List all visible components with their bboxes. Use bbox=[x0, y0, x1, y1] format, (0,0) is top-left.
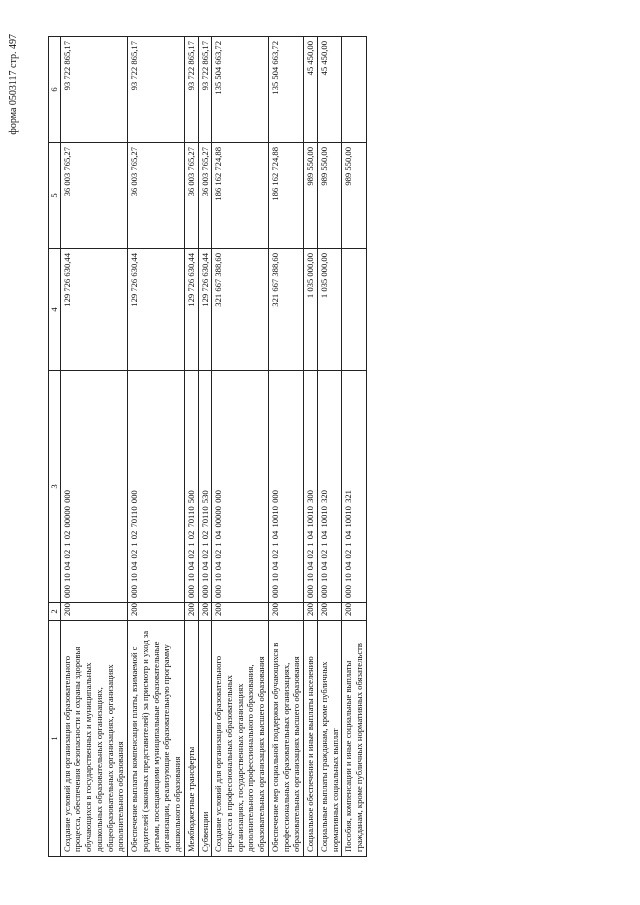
row-approved-amount: 129 726 630,44 bbox=[184, 249, 198, 371]
row-name: Обеспечение выплаты компенсации платы, взимаемой с родителей (законных представителей) за присмотр и уход за детьми, посещающими муниципальные образовательные организации, реализующие образовательную программу дошкольного образования bbox=[128, 621, 185, 857]
row-name: Создание условий для организации образовательного процесса в профессиональных образовательных организациях, государственных организациях дополнительного профессионального образования, образовательных организациях высшего образования bbox=[212, 621, 269, 857]
table-row bbox=[342, 37, 366, 857]
column-header-4: 4 bbox=[49, 249, 61, 371]
column-number-row bbox=[49, 37, 61, 857]
row-approved-amount: 129 726 630,44 bbox=[60, 249, 127, 371]
row-executed-amount: 36 003 765,27 bbox=[60, 143, 127, 249]
row-executed-amount: 36 003 765,27 bbox=[128, 143, 185, 249]
row-budget-code: 000 10 04 02 1 04 10010 300 bbox=[304, 371, 318, 603]
row-budget-code: 000 10 04 02 1 02 70110 000 bbox=[128, 371, 185, 603]
row-approved-amount: 321 667 388,60 bbox=[212, 249, 269, 371]
column-header-2: 2 bbox=[49, 603, 61, 621]
row-name: Социальные выплаты гражданам, кроме публичных нормативных социальных выплат bbox=[317, 621, 341, 857]
row-executed-amount: 989 550,00 bbox=[317, 143, 341, 249]
row-executed-amount: 36 003 765,27 bbox=[184, 143, 198, 249]
column-header-5: 5 bbox=[49, 143, 61, 249]
row-name: Создание условий для организации образовательного процесса, обеспечения безопасности и охраны здоровья обучающихся в государственных и муниципальных дошкольных образовательных организациях, общеобразовательных организациях, организациях дополнительного образования bbox=[60, 621, 127, 857]
column-header-1: 1 bbox=[49, 621, 61, 857]
row-executed-amount: 989 550,00 bbox=[304, 143, 318, 249]
row-unexecuted-amount: 135 504 663,72 bbox=[268, 37, 303, 143]
row-budget-code: 000 10 04 02 1 04 10010 000 bbox=[268, 371, 303, 603]
row-line-code: 200 bbox=[342, 603, 366, 621]
form-label: форма 0503117 стр. 497 bbox=[8, 34, 19, 135]
row-unexecuted-amount: 45 450,00 bbox=[317, 37, 341, 143]
row-executed-amount: 186 162 724,88 bbox=[212, 143, 269, 249]
row-line-code: 200 bbox=[268, 603, 303, 621]
table-row bbox=[60, 37, 127, 857]
row-line-code: 200 bbox=[198, 603, 212, 621]
row-executed-amount: 989 550,00 bbox=[342, 143, 366, 249]
table-row bbox=[212, 37, 269, 857]
row-unexecuted-amount: 93 722 865,17 bbox=[198, 37, 212, 143]
row-name: Субвенции bbox=[198, 621, 212, 857]
row-name: Межбюджетные трансферты bbox=[184, 621, 198, 857]
row-line-code: 200 bbox=[304, 603, 318, 621]
row-line-code: 200 bbox=[212, 603, 269, 621]
row-approved-amount: 1 035 000,00 bbox=[317, 249, 341, 371]
budget-execution-table bbox=[48, 36, 367, 857]
row-line-code: 200 bbox=[128, 603, 185, 621]
row-executed-amount: 36 003 765,27 bbox=[198, 143, 212, 249]
row-line-code: 200 bbox=[60, 603, 127, 621]
row-line-code: 200 bbox=[317, 603, 341, 621]
row-approved-amount: 129 726 630,44 bbox=[198, 249, 212, 371]
row-unexecuted-amount: 93 722 865,17 bbox=[128, 37, 185, 143]
row-budget-code: 000 10 04 02 1 04 00000 000 bbox=[212, 371, 269, 603]
row-budget-code: 000 10 04 02 1 02 00000 000 bbox=[60, 371, 127, 603]
table-row bbox=[268, 37, 303, 857]
row-unexecuted-amount bbox=[342, 37, 366, 143]
row-name: Обеспечение мер социальной поддержки обучающихся в профессиональных образовательных организациях, образовательных организациях высшего образования bbox=[268, 621, 303, 857]
row-name: Социальное обеспечение и иные выплаты населению bbox=[304, 621, 318, 857]
row-budget-code: 000 10 04 02 1 04 10010 320 bbox=[317, 371, 341, 603]
table-row bbox=[317, 37, 341, 857]
column-header-6: 6 bbox=[49, 37, 61, 143]
row-unexecuted-amount: 93 722 865,17 bbox=[184, 37, 198, 143]
row-budget-code: 000 10 04 02 1 02 70110 530 bbox=[198, 371, 212, 603]
row-budget-code: 000 10 04 02 1 04 10010 321 bbox=[342, 371, 366, 603]
table-row bbox=[184, 37, 198, 857]
row-approved-amount: 1 035 000,00 bbox=[304, 249, 318, 371]
row-name: Пособия, компенсации и иные социальные выплаты гражданам, кроме публичных нормативных обязательств bbox=[342, 621, 366, 857]
row-executed-amount: 186 162 724,88 bbox=[268, 143, 303, 249]
row-line-code: 200 bbox=[184, 603, 198, 621]
row-budget-code: 000 10 04 02 1 02 70110 500 bbox=[184, 371, 198, 603]
row-unexecuted-amount: 135 504 663,72 bbox=[212, 37, 269, 143]
row-unexecuted-amount: 93 722 865,17 bbox=[60, 37, 127, 143]
column-header-3: 3 bbox=[49, 371, 61, 603]
row-approved-amount: 321 667 388,60 bbox=[268, 249, 303, 371]
table-row bbox=[198, 37, 212, 857]
table-row bbox=[128, 37, 185, 857]
row-approved-amount: 129 726 630,44 bbox=[128, 249, 185, 371]
row-approved-amount bbox=[342, 249, 366, 371]
table-row bbox=[304, 37, 318, 857]
row-unexecuted-amount: 45 450,00 bbox=[304, 37, 318, 143]
